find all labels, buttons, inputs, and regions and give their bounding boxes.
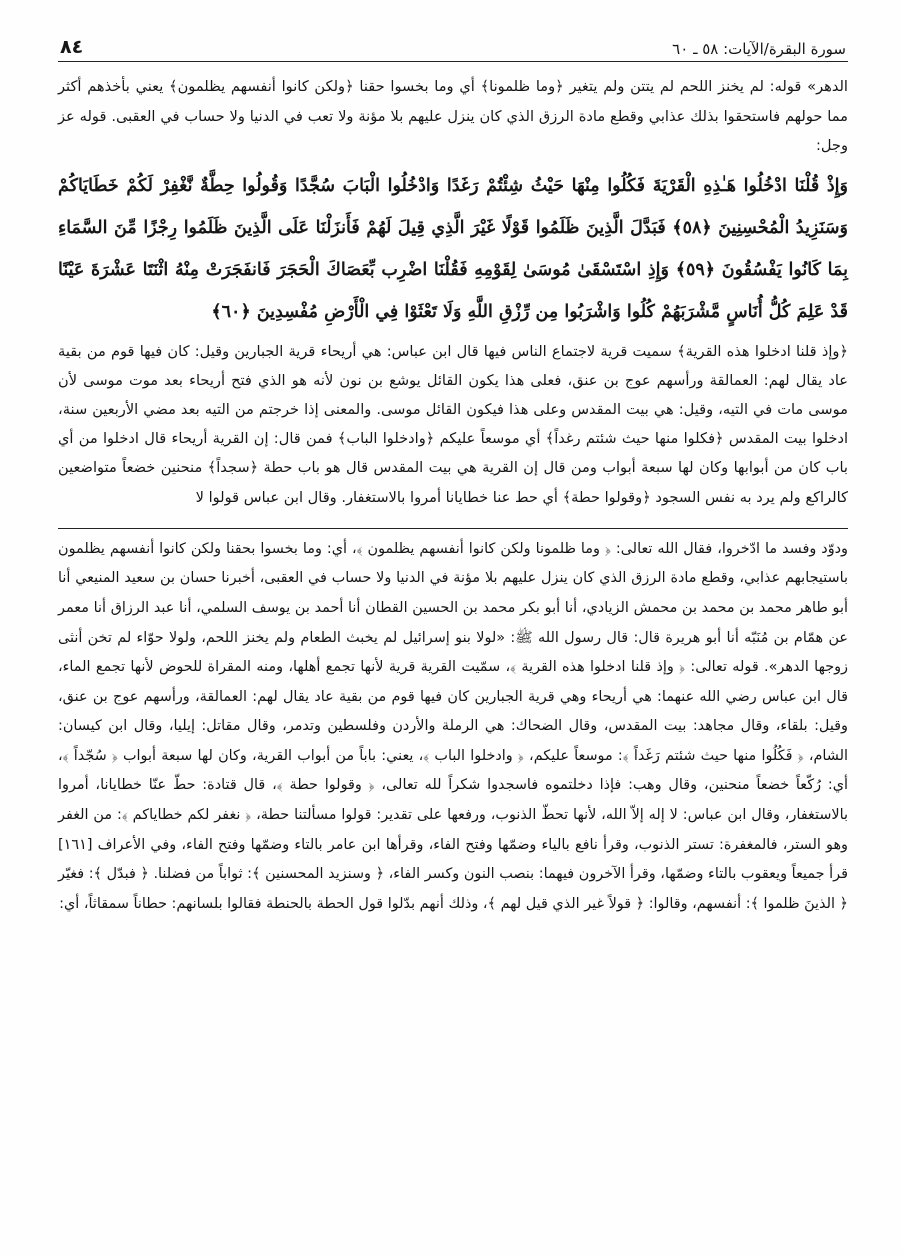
footnote-divider [58,528,848,529]
page-header [58,28,848,62]
tafsir-paragraph: ﴿وإذ قلنا ادخلوا هذه القرية﴾ سميت قرية لاجتماع الناس فيها قال ابن عباس: هي أريحاء قرية الجبارين وقيل: كان فيها قوم من بقية عاد يقال لهم: العمالقة ورأسهم عوج بن عنق، فعلى هذا يكون القائل يوشع بن نون لأنه هو الذي فتح أريحاء بعد موت موسى لأن موسى مات في التيه، وقيل: هي بيت المقدس وعلى هذا فيكون القائل موسى. والمعنى إذا خرجتم من التيه بعد مضي الأربعين سنة، ادخلوا بيت المقدس ﴿فكلوا منها حيث شئتم رغداً﴾ أي موسعاً عليكم ﴿وادخلوا الباب﴾ فمن قال: إن القرية أريحاء قال ادخلوا من أي باب كان من أبوابها وكان لها سبعة أبواب ومن قال إن القرية هي بيت المقدس قال هو باب حطة ﴿سجداً﴾ منحنين خضعاً متواضعين كالراكع ولم يرد به نفس السجود ﴿وقولوا حطة﴾ أي حط عنا خطايانا أمروا بالاستغفار. وقال ابن عباس قولوا لا [58,342,848,506]
footnote-commentary: ودوّد وفسد ما ادّخروا، فقال الله تعالى: ﴿ وما ظلمونا ولكن كانوا أنفسهم يظلمون ﴾، أي: وما بخسوا بحقنا ولكن كانوا أنفسهم يظلمون باستيجابهم عذابي، وقطع مادة الرزق الذي كان ينزل عليهم بلا مؤنة في الدنيا ولا حساب في العقبى، أخبرنا حسان بن سعيد المنيعي أنا أبو طاهر محمد بن محمد بن محمش الزيادي، أنا أبو بكر محمد بن الحسين القطان أنا أحمد بن يوسف السلمي، أنا عبد الرزاق أنا معمر عن همّام بن مُنَبّه أنا أبو هريرة قال: قال رسول الله ﷺ: «لولا بنو إسرائيل لم يخبث الطعام ولم يخنز اللحم، ولولا حوّاء لم تخن أنثى زوجها الدهر». قوله تعالى: ﴿ وإذ قلنا ادخلوا هذه القرية ﴾، سمّيت القرية قرية لأنها تجمع أهلها، ومنه المقراة للحوض لأنها تجمع الماء، قال ابن عباس رضي الله عنهما: هي أريحاء وهي قرية الجبارين كان فيها قوم من بقية عاد يقال لهم: العمالقة، ورأسهم عوج بن عنق، وقيل: بلقاء، وقال مجاهد: بيت المقدس، وقال الضحاك: هي الرملة والأردن وفلسطين وتدمر، وقال مقاتل: إيليا، وقال ابن كيسان: الشام، ﴿ فَكُلُوا منها حيث شئتم رَغَداً ﴾: موسعاً عليكم، ﴿ وادخلوا الباب ﴾، يعني: باباً من أبواب القرية، وكان لها سبعة أبواب ﴿ سُجّداً ﴾، أي: رُكّعاً خضعاً منحنين، وقال وهب: فإذا دخلتموه فاسجدوا شكراً لله تعالى، ﴿ وقولوا حطة ﴾، قال قتادة: حطّ عنّا خطايانا، أمروا بالاستغفار، وقال ابن عباس: لا إله إلاّ الله، لأنها تحطّ الذنوب، ورفعها على تقدير: قولوا مسألتنا حطة، ﴿ نغفر لكم خطاياكم ﴾: من الغفر وهو الستر، فالمغفرة: تستر الذنوب، وقرأ نافع بالياء وضمّها وفتح الفاء، وقرأها ابن عامر بالتاء وضمّها وفتح الفاء، وفي الأعراف [١٦١] قرأ جميعاً ويعقوب بالتاء وضمّها، وقرأ الآخرون فيهما: بنصب النون وكسر الفاء، ﴿ وسنزيد المحسنين ﴾: ثواباً من فضلنا. ﴿ فبدّل ﴾: فغيّر ﴿ الذينَ ظلموا ﴾: أنفسهم، وقالوا: ﴿ قولاً غير الذي قيل لهم ﴾، وذلك أنهم بدّلوا قول الحطة بالحنطة فقالوا بلسانهم: حطاناً سمقاثاً، أي: [58,540,848,912]
page [58,28,848,919]
surah-title: سورة البقرة/الآيات: ٥٨ ـ ٦٠ [672,40,846,58]
quran-verses-58-60: وَإِذْ قُلْنَا ادْخُلُوا هَـٰذِهِ الْقَرْيَةَ فَكُلُوا مِنْهَا حَيْثُ شِئْتُمْ رَغَدًا وَادْخُلُوا الْبَابَ سُجَّدًا وَقُولُوا حِطَّةٌ نَّغْفِرْ لَكُمْ خَطَايَاكُمْ وَسَنَزِيدُ الْمُحْسِنِينَ ﴿٥٨﴾ فَبَدَّلَ الَّذِينَ ظَلَمُوا قَوْلًا غَيْرَ الَّذِي قِيلَ لَهُمْ فَأَنزَلْنَا عَلَى الَّذِينَ ظَلَمُوا رِجْزًا مِّنَ السَّمَاءِ بِمَا كَانُوا يَفْسُقُونَ ﴿٥٩﴾ وَإِذِ اسْتَسْقَىٰ مُوسَىٰ لِقَوْمِهِ فَقُلْنَا اضْرِب بِّعَصَاكَ الْحَجَرَ فَانفَجَرَتْ مِنْهُ اثْنَتَا عَشْرَةَ عَيْنًا قَدْ عَلِمَ كُلُّ أُنَاسٍ مَّشْرَبَهُمْ كُلُوا وَاشْرَبُوا مِن رِّزْقِ اللَّهِ وَلَا تَعْثَوْا فِي الْأَرْضِ مُفْسِدِينَ ﴿٦٠﴾ [58,175,848,322]
intro-paragraph: الدهر» قوله: لم يخنز اللحم لم يتتن ولم يتغير ﴿وما ظلمونا﴾ أي وما بخسوا حقنا ﴿ولكن كانوا أنفسهم يظلمون﴾ يعني بأخذهم أكثر مما حولهم فاستحقوا بذلك عذابي وقطع مادة الرزق الذي كان ينزل عليهم بلا مؤنة ولا تعب في الدنيا ولا حساب في العقبى. قوله عز وجل: [58,78,848,154]
page-number: ٨٤ [60,36,84,58]
